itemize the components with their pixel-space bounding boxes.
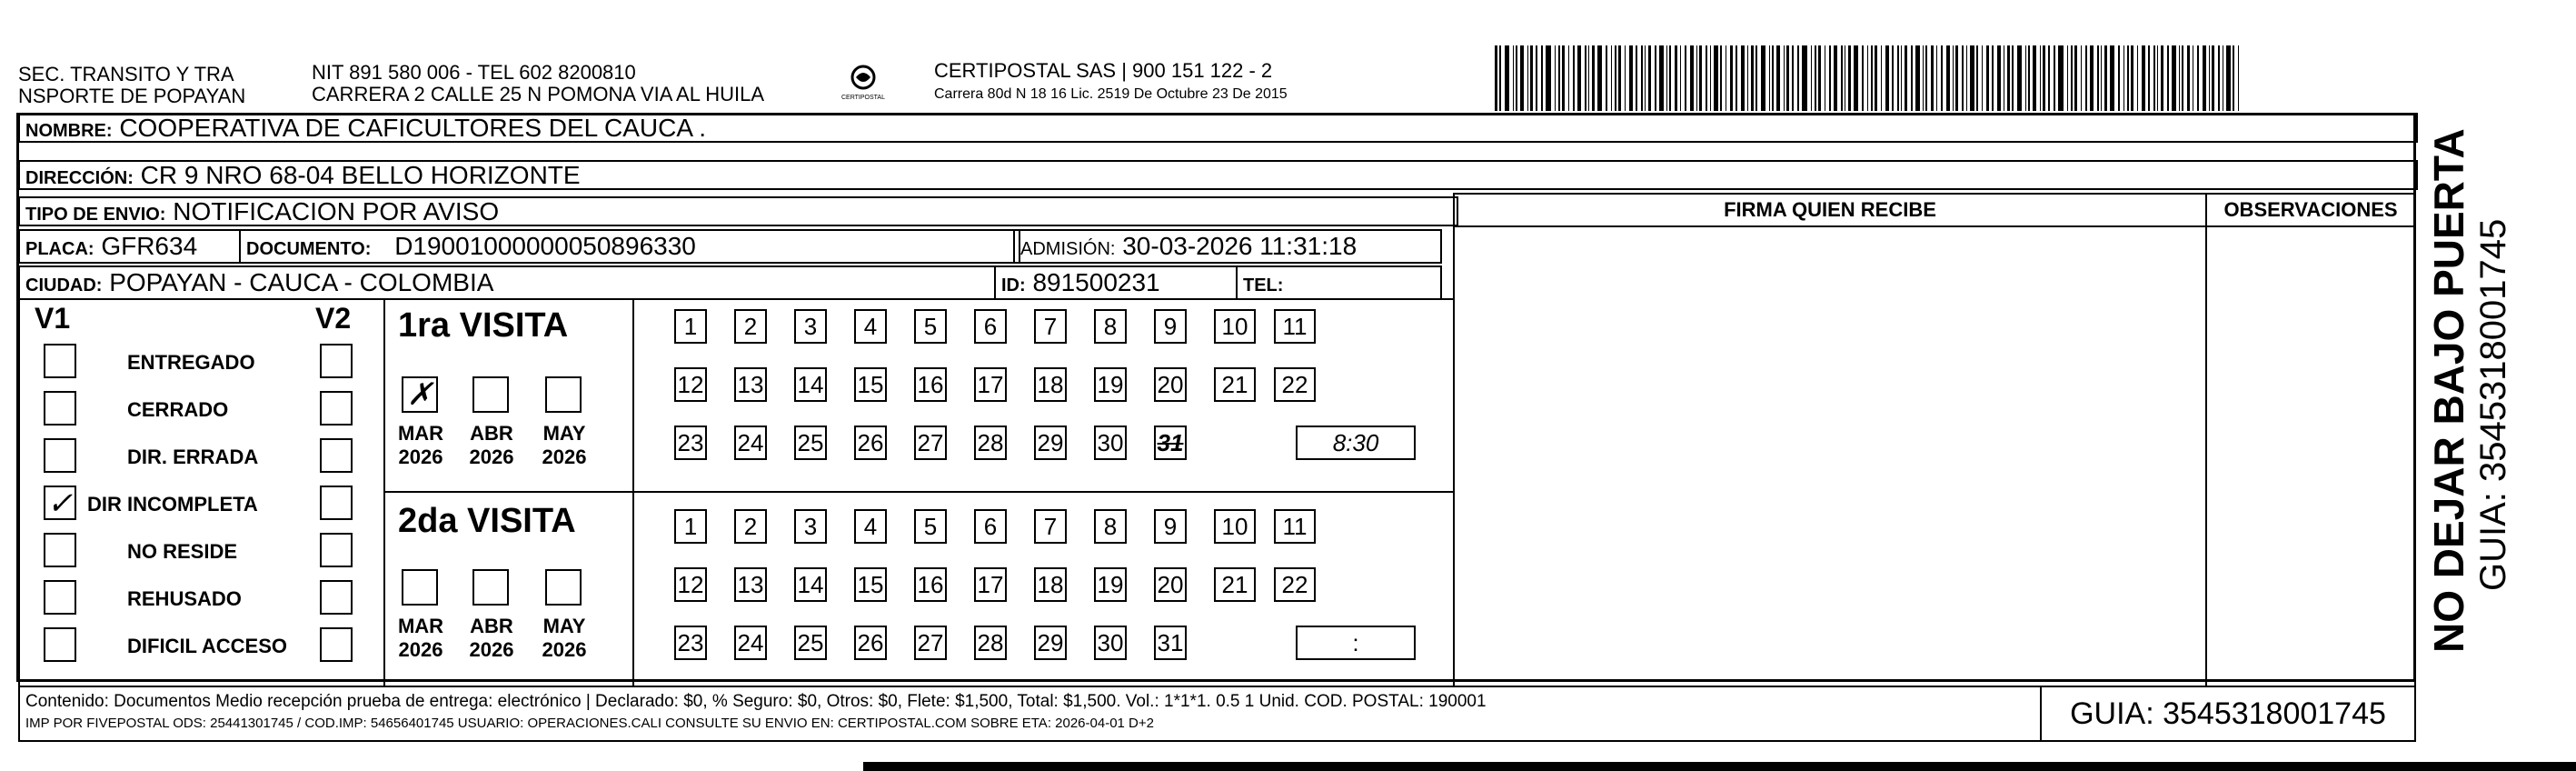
day-box[interactable]: 15	[854, 567, 887, 602]
day-box[interactable]: 17	[974, 367, 1007, 402]
barcode-bar	[2007, 45, 2010, 111]
v2-checkbox[interactable]	[320, 391, 353, 426]
month-label: ABR 2026	[469, 615, 514, 661]
firma-label: FIRMA QUIEN RECIBE	[1455, 195, 2205, 227]
barcode-bar	[2012, 45, 2014, 111]
barcode-bar	[2212, 45, 2214, 111]
day-box[interactable]: 3	[794, 309, 827, 344]
day-box[interactable]: 13	[734, 567, 767, 602]
barcode-bar	[1881, 45, 1882, 111]
barcode-bar	[1966, 45, 1967, 111]
barcode-bar	[1867, 45, 1868, 111]
barcode-bar	[1606, 45, 1607, 111]
barcode-bar	[1848, 45, 1851, 111]
barcode-bar	[2025, 45, 2026, 111]
v2-checkbox[interactable]	[320, 580, 353, 615]
cross-icon: ✗	[406, 377, 433, 412]
v2-checkbox[interactable]	[320, 344, 353, 378]
barcode-bar	[1730, 45, 1733, 111]
barcode-bar	[1875, 45, 1877, 111]
day-box[interactable]: 14	[794, 367, 827, 402]
id-label: ID:	[1001, 275, 1026, 295]
observaciones-panel[interactable]	[2205, 193, 2416, 687]
barcode-bar	[1568, 45, 1569, 111]
ciudad-cell	[18, 265, 996, 300]
day-box[interactable]: 13	[734, 367, 767, 402]
v1-checkbox[interactable]	[44, 580, 76, 615]
barcode-bar	[1516, 45, 1517, 111]
day-box[interactable]: 27	[914, 626, 947, 660]
day-box[interactable]: 30	[1094, 626, 1127, 660]
v2-checkbox[interactable]	[320, 627, 353, 662]
barcode-bar	[1666, 45, 1667, 111]
barcode-bar	[1641, 45, 1643, 111]
id-value: 891500231	[1032, 268, 1160, 296]
nombre-value: COOPERATIVA DE CAFICULTORES DEL CAUCA .	[119, 114, 707, 142]
barcode-bar	[1854, 45, 1858, 111]
certipostal-logo	[831, 64, 895, 109]
barcode-bar	[1829, 45, 1831, 111]
admision-cell	[1013, 229, 1442, 264]
day-box[interactable]: 24	[734, 426, 767, 460]
barcode-bar	[1892, 45, 1894, 111]
placa-value: GFR634	[101, 232, 198, 260]
barcode-bar	[2040, 45, 2041, 111]
barcode-bar	[1585, 45, 1586, 111]
day-box[interactable]: 18	[1034, 567, 1067, 602]
barcode-bar	[1811, 45, 1812, 111]
barcode-bar	[1905, 45, 1907, 111]
barcode-bar	[2071, 45, 2073, 111]
barcode-bar	[1815, 45, 1816, 111]
barcode-bar	[2137, 45, 2138, 111]
v1-checkbox[interactable]	[44, 627, 76, 662]
barcode-bar	[1911, 45, 1913, 111]
barcode-bar	[1751, 45, 1754, 111]
barcode-bar	[1685, 45, 1686, 111]
day-box[interactable]: 1	[674, 509, 707, 544]
barcode-bar	[2179, 45, 2180, 111]
barcode-bar	[2017, 45, 2022, 111]
status-label: NO RESIDE	[127, 540, 238, 563]
day-box[interactable]: 10	[1214, 509, 1256, 544]
v2-checkbox[interactable]	[320, 533, 353, 567]
barcode-bar	[2127, 45, 2129, 111]
month-checkbox[interactable]	[402, 376, 438, 413]
status-label: ENTREGADO	[127, 351, 255, 374]
day-box[interactable]: 6	[974, 509, 1007, 544]
barcode-bar	[1797, 45, 1799, 111]
placa-cell	[18, 229, 241, 264]
carrier-line2: Carrera 80d N 18 16 Lic. 2519 De Octubre 23 De 2015	[934, 86, 1288, 102]
logo-text: CERTIPOSTAL	[841, 95, 885, 101]
barcode-bar	[1925, 45, 1927, 111]
day-box[interactable]: 28	[974, 426, 1007, 460]
barcode-bar	[2226, 45, 2231, 111]
barcode-bar	[2167, 45, 2169, 111]
carrier-line1: CERTIPOSTAL SAS | 900 151 122 - 2	[934, 59, 1273, 82]
barcode-bar	[2104, 45, 2107, 111]
month-checkbox[interactable]	[472, 376, 509, 413]
day-box[interactable]: 23	[674, 626, 707, 660]
barcode-bar	[1962, 45, 1964, 111]
barcode-bar	[1555, 45, 1556, 111]
day-box[interactable]: 4	[854, 309, 887, 344]
barcode-bar	[1696, 45, 1697, 111]
v1-checkbox[interactable]	[44, 344, 76, 378]
documento-cell	[239, 229, 1020, 264]
footer-line1: Contenido: Documentos Medio recepción prueba de entrega: electrónico | Declarado: $0, % Seguro: $0, Otros: $0, Flete: $1,500, Total: $1,500. Vol.: 1*1*1. 0.5 1 Unid. COD. POSTAL: 190001	[25, 692, 1487, 711]
day-box[interactable]: 29	[1034, 426, 1067, 460]
ciudad-value: POPAYAN - CAUCA - COLOMBIA	[109, 268, 494, 296]
month-checkbox[interactable]	[402, 569, 438, 606]
day-box[interactable]: 30	[1094, 426, 1127, 460]
barcode-bar	[1636, 45, 1637, 111]
barcode-bar	[1499, 45, 1501, 111]
day-box[interactable]: 6	[974, 309, 1007, 344]
barcode-bar	[1577, 45, 1581, 111]
barcode-bar	[1513, 45, 1514, 111]
status-label: CERRADO	[127, 398, 229, 421]
day-box[interactable]: 20	[1154, 367, 1187, 402]
tipo-row	[18, 196, 1458, 226]
day-box[interactable]: 5	[914, 509, 947, 544]
month-label: MAR 2026	[397, 615, 444, 661]
day-box[interactable]: 23	[674, 426, 707, 460]
barcode-bar	[2074, 45, 2077, 111]
day-box[interactable]: 25	[794, 626, 827, 660]
barcode-bar	[1741, 45, 1745, 111]
time-box[interactable]: 8:30	[1296, 426, 1416, 460]
barcode-bar	[1755, 45, 1757, 111]
barcode-bar	[1536, 45, 1537, 111]
barcode-bar	[2081, 45, 2082, 111]
barcode-bar	[1690, 45, 1694, 111]
barcode-bar	[2090, 45, 2094, 111]
barcode-bar	[2187, 45, 2190, 111]
barcode-bar	[1953, 45, 1954, 111]
footer-line2: IMP POR FIVEPOSTAL ODS: 25441301745 / COD.IMP: 54656401745 USUARIO: OPERACIONES.CALI CONSULTE SU ENVIO EN: CERTIPOSTAL.COM SOBRE ETA: 2026-04-01 D+2	[25, 716, 1154, 731]
status-label: DIR. ERRADA	[127, 446, 259, 468]
barcode-bar	[1680, 45, 1681, 111]
month-label: MAY 2026	[542, 422, 587, 468]
barcode-bar	[1834, 45, 1837, 111]
time-box[interactable]: :	[1296, 626, 1416, 660]
barcode-bar	[1818, 45, 1821, 111]
month-label: MAY 2026	[542, 615, 587, 661]
nombre-row	[18, 113, 2418, 143]
footer-content	[18, 686, 2042, 742]
status-label: DIR INCOMPLETA	[87, 493, 258, 516]
month-label: ABR 2026	[469, 422, 514, 468]
barcode-bar	[2118, 45, 2120, 111]
nit-line2: CARRERA 2 CALLE 25 N POMONA VIA AL HUILA	[312, 83, 765, 105]
barcode-bar	[2148, 45, 2150, 111]
day-box[interactable]: 18	[1034, 367, 1067, 402]
barcode-bar	[1776, 45, 1780, 111]
barcode-bar	[1955, 45, 1958, 111]
observaciones-label: OBSERVACIONES	[2207, 195, 2414, 227]
barcode-bar	[2182, 45, 2183, 111]
barcode-bar	[2197, 45, 2199, 111]
day-box[interactable]	[1154, 426, 1187, 460]
barcode-bar	[1772, 45, 1774, 111]
barcode-bar	[1784, 45, 1785, 111]
barcode-bar	[1562, 45, 1565, 111]
documento-label: DOCUMENTO:	[246, 239, 372, 259]
direccion-row	[18, 160, 2418, 190]
nit-line1: NIT 891 580 006 - TEL 602 8200810	[312, 61, 636, 84]
barcode-bar	[2209, 45, 2210, 111]
month-label: MAR 2026	[397, 422, 444, 468]
day-box[interactable]: 9	[1154, 309, 1187, 344]
barcode	[1495, 45, 2249, 111]
status-label: REHUSADO	[127, 587, 242, 610]
day-box[interactable]: 24	[734, 626, 767, 660]
day-box[interactable]: 22	[1274, 567, 1316, 602]
barcode-bar	[1659, 45, 1664, 111]
day-box[interactable]: 31	[1154, 626, 1187, 660]
barcode-bar	[1541, 45, 1543, 111]
barcode-bar	[1915, 45, 1920, 111]
tel-cell	[1236, 265, 1442, 300]
barcode-bar	[1699, 45, 1702, 111]
visit2-title: 2da VISITA	[398, 502, 576, 540]
barcode-bar	[2085, 45, 2087, 111]
barcode-bar	[1885, 45, 1889, 111]
barcode-bar	[1786, 45, 1789, 111]
footer-guia: GUIA: 3545318001745	[2040, 686, 2416, 742]
barcode-bar	[2097, 45, 2099, 111]
ciudad-label: CIUDAD:	[25, 275, 103, 295]
direccion-value: CR 9 NRO 68-04 BELLO HORIZONTE	[140, 161, 581, 189]
day-box[interactable]: 27	[914, 426, 947, 460]
day-box[interactable]: 12	[674, 367, 707, 402]
barcode-bar	[1871, 45, 1873, 111]
month-checkbox[interactable]	[545, 376, 582, 413]
admision-label: ADMISIÓN:	[1020, 239, 1116, 259]
barcode-bar	[1923, 45, 1924, 111]
day-box[interactable]: 21	[1214, 367, 1256, 402]
barcode-bar	[2157, 45, 2158, 111]
placa-label: PLACA:	[25, 239, 94, 259]
tipo-value: NOTIFICACION POR AVISO	[173, 197, 500, 225]
barcode-bar	[1558, 45, 1560, 111]
day-box[interactable]: 9	[1154, 509, 1187, 544]
barcode-bar	[1946, 45, 1950, 111]
barcode-bar	[1901, 45, 1902, 111]
day-box[interactable]: 16	[914, 567, 947, 602]
barcode-bar	[2033, 45, 2036, 111]
barcode-bar	[1597, 45, 1602, 111]
barcode-bar	[1588, 45, 1589, 111]
barcode-bar	[1669, 45, 1671, 111]
barcode-bar	[2028, 45, 2030, 111]
status-label: DIFICIL ACCESO	[127, 635, 288, 657]
check-icon: ✓	[46, 486, 74, 521]
day-box[interactable]: 19	[1094, 367, 1127, 402]
barcode-bar	[2238, 45, 2239, 111]
day-box[interactable]: 20	[1154, 567, 1187, 602]
barcode-bar	[2131, 45, 2133, 111]
barcode-bar	[1520, 45, 1524, 111]
barcode-bar	[2203, 45, 2206, 111]
barcode-bar	[1736, 45, 1737, 111]
day-box[interactable]: 8	[1094, 509, 1127, 544]
barcode-bar	[2054, 45, 2055, 111]
side-warning: NO DEJAR BAJO PUERTA	[2425, 128, 2472, 653]
barcode-bar	[1527, 45, 1528, 111]
barcode-bar	[2218, 45, 2220, 111]
visit1-title: 1ra VISITA	[398, 306, 569, 345]
v2-checkbox[interactable]	[320, 486, 353, 520]
month-checkbox[interactable]	[545, 569, 582, 606]
day-box[interactable]: 28	[974, 626, 1007, 660]
barcode-bar	[2043, 45, 2045, 111]
barcode-bar	[1792, 45, 1794, 111]
barcode-bar	[1615, 45, 1616, 111]
barcode-bar	[1655, 45, 1656, 111]
v2-checkbox[interactable]	[320, 438, 353, 473]
month-checkbox[interactable]	[472, 569, 509, 606]
side-guia: GUIA: 3545318001745	[2473, 218, 2513, 591]
barcode-bar	[1546, 45, 1551, 111]
barcode-bar	[1625, 45, 1626, 111]
v1-checkbox[interactable]	[44, 533, 76, 567]
bottom-rule	[863, 762, 2576, 771]
barcode-bar	[2110, 45, 2114, 111]
v1-checkbox[interactable]	[44, 391, 76, 426]
barcode-bar	[2153, 45, 2155, 111]
barcode-bar	[2058, 45, 2064, 111]
id-cell	[994, 265, 1238, 300]
barcode-bar	[1675, 45, 1677, 111]
day-box[interactable]: 8	[1094, 309, 1127, 344]
day-box[interactable]: 29	[1034, 626, 1067, 660]
barcode-bar	[2172, 45, 2176, 111]
barcode-bar	[1530, 45, 1533, 111]
day-box[interactable]: 22	[1274, 367, 1316, 402]
barcode-bar	[1505, 45, 1509, 111]
barcode-bar	[1629, 45, 1633, 111]
barcode-bar	[2067, 45, 2068, 111]
crossed-day: 31	[1157, 429, 1184, 456]
barcode-bar	[1573, 45, 1575, 111]
barcode-bar	[2233, 45, 2234, 111]
day-box[interactable]: 12	[674, 567, 707, 602]
day-box[interactable]: 15	[854, 367, 887, 402]
sender-line2: NSPORTE DE POPAYAN	[18, 85, 246, 107]
day-box[interactable]: 11	[1274, 509, 1316, 544]
tel-label: TEL:	[1243, 275, 1284, 295]
documento-value: D19001000000050896330	[394, 232, 696, 260]
day-box[interactable]: 16	[914, 367, 947, 402]
day-box[interactable]: 4	[854, 509, 887, 544]
barcode-bar	[2048, 45, 2050, 111]
day-box[interactable]: 11	[1274, 309, 1316, 344]
day-box[interactable]: 3	[794, 509, 827, 544]
day-box[interactable]: 26	[854, 626, 887, 660]
barcode-bar	[1970, 45, 1974, 111]
barcode-bar	[1931, 45, 1934, 111]
barcode-bar	[1761, 45, 1765, 111]
barcode-bar	[1841, 45, 1843, 111]
sender-line1: SEC. TRANSITO Y TRA	[18, 63, 234, 85]
day-box[interactable]: 5	[914, 309, 947, 344]
barcode-bar	[1747, 45, 1748, 111]
day-box[interactable]: 2	[734, 309, 767, 344]
direccion-label: DIRECCIÓN:	[25, 168, 134, 188]
day-box[interactable]: 25	[794, 426, 827, 460]
day-box[interactable]: 21	[1214, 567, 1256, 602]
barcode-bar	[1936, 45, 1937, 111]
barcode-bar	[1720, 45, 1722, 111]
barcode-bar	[1611, 45, 1612, 111]
day-box[interactable]: 1	[674, 309, 707, 344]
v1-label: V1	[35, 302, 71, 335]
logo-icon	[831, 64, 895, 109]
v1-checkbox[interactable]	[44, 438, 76, 473]
v1-checkbox[interactable]	[44, 486, 76, 520]
barcode-bar	[1982, 45, 1983, 111]
barcode-bar	[1706, 45, 1707, 111]
barcode-bar	[1714, 45, 1718, 111]
barcode-bar	[2142, 45, 2145, 111]
day-box[interactable]: 10	[1214, 309, 1256, 344]
day-box[interactable]: 7	[1034, 309, 1067, 344]
barcode-bar	[1897, 45, 1899, 111]
barcode-bar	[1941, 45, 1943, 111]
barcode-bar	[1710, 45, 1711, 111]
day-box[interactable]: 17	[974, 567, 1007, 602]
day-box[interactable]: 7	[1034, 509, 1067, 544]
day-box[interactable]: 19	[1094, 567, 1127, 602]
day-box[interactable]: 2	[734, 509, 767, 544]
admision-value: 30-03-2026 11:31:18	[1122, 232, 1358, 260]
barcode-bar	[1592, 45, 1595, 111]
barcode-bar	[1992, 45, 1994, 111]
nombre-label: NOMBRE:	[25, 121, 113, 141]
barcode-bar	[1495, 45, 1497, 111]
barcode-bar	[1986, 45, 1989, 111]
barcode-bar	[1648, 45, 1651, 111]
barcode-bar	[2101, 45, 2102, 111]
firma-panel[interactable]	[1453, 193, 2207, 687]
barcode-bar	[2123, 45, 2124, 111]
barcode-bar	[1862, 45, 1864, 111]
day-box[interactable]: 14	[794, 567, 827, 602]
barcode-bar	[1802, 45, 1807, 111]
barcode-bar	[2161, 45, 2163, 111]
day-box[interactable]: 26	[854, 426, 887, 460]
tipo-label: TIPO DE ENVIO:	[25, 205, 166, 225]
barcode-bar	[1769, 45, 1770, 111]
barcode-bar	[1997, 45, 2001, 111]
v2-label: V2	[315, 302, 352, 335]
barcode-bar	[1618, 45, 1621, 111]
barcode-bar	[1645, 45, 1646, 111]
barcode-bar	[1976, 45, 1978, 111]
